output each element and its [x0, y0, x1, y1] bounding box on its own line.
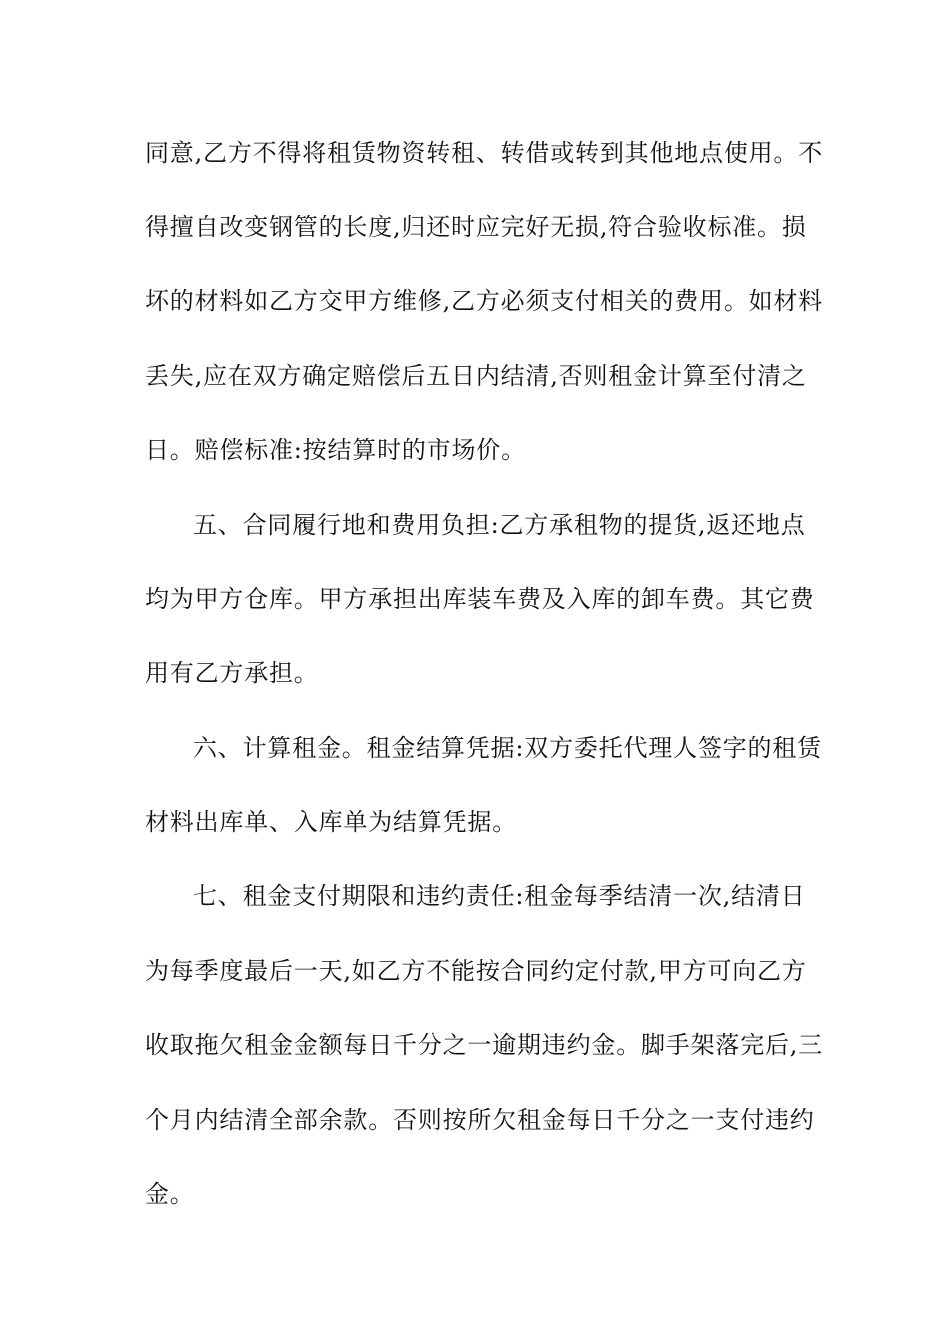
text-line: 日。赔偿标准:按结算时的市场价。	[145, 436, 526, 464]
text-line: 收取拖欠租金金额每日千分之一逾期违约金。脚手架落完后,三	[145, 1031, 824, 1059]
text-line: 得擅自改变钢管的长度,归还时应完好无损,符合验收标准。损	[145, 213, 807, 241]
text-line: 坏的材料如乙方交甲方维修,乙方必须支付相关的费用。如材料	[145, 287, 824, 315]
text-line: 为每季度最后一天,如乙方不能按合同约定付款,甲方可向乙方	[145, 957, 807, 985]
section-seven-heading-line: 七、租金支付期限和违约责任:租金每季结清一次,结清日	[193, 882, 806, 910]
text-line: 用有乙方承担。	[145, 659, 319, 687]
text-line: 个月内结清全部余款。否则按所欠租金每日千分之一支付违约	[145, 1106, 815, 1134]
text-line: 同意,乙方不得将租赁物资转租、转借或转到其他地点使用。不	[145, 139, 824, 167]
text-line: 丢失,应在双方确定赔偿后五日内结清,否则租金计算至付清之	[145, 362, 807, 390]
text-line: 均为甲方仓库。甲方承担出库装车费及入库的卸车费。其它费	[145, 585, 815, 613]
section-six-heading-line: 六、计算租金。租金结算凭据:双方委托代理人签字的租赁	[193, 734, 822, 762]
section-five-heading-line: 五、合同履行地和费用负担:乙方承租物的提货,返还地点	[193, 511, 806, 539]
text-line: 金。	[145, 1180, 195, 1208]
text-line: 材料出库单、入库单为结算凭据。	[145, 808, 517, 836]
